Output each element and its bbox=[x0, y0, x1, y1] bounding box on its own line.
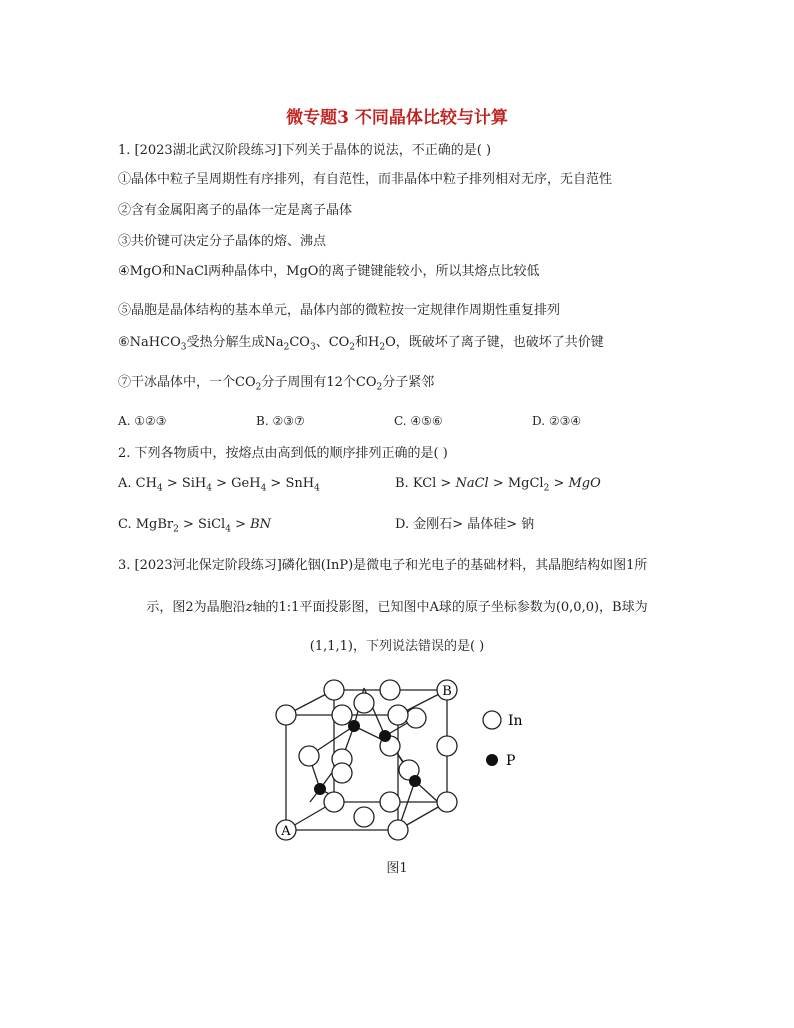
q3-stem-line-2: 示，图2为晶胞沿z轴的1:1平面投影图，已知图中A球的原子坐标参数为(0,0,0)，B球为 bbox=[146, 600, 648, 615]
atom-label-a: A bbox=[281, 824, 291, 839]
q2-stem: 2. 下列各物质中，按熔点由高到低的顺序排列正确的是( ) bbox=[118, 446, 448, 461]
unit-cell-figure bbox=[260, 670, 550, 850]
q1-option-b[interactable]: B. ②③⑦ bbox=[256, 414, 305, 428]
q2-option-c[interactable]: C. MgBr$_2$ > SiCl$_4$ > BN bbox=[118, 517, 272, 535]
page-title: 微专题3 不同晶体比较与计算 bbox=[286, 108, 508, 128]
q2-option-d[interactable]: D. 金刚石> 晶体硅> 钠 bbox=[395, 517, 535, 532]
legend-in-label: In bbox=[508, 713, 523, 729]
legend-in-icon bbox=[483, 711, 501, 729]
q1-statement-3: ③共价键可决定分子晶体的熔、沸点 bbox=[118, 234, 327, 249]
q1-option-a[interactable]: A. ①②③ bbox=[118, 414, 167, 428]
q1-statement-7: ⑦干冰晶体中，一个$CO_2$分子周围有12个$CO_2$分子紧邻 bbox=[118, 375, 435, 393]
q2-option-a[interactable]: A. $CH_4 > SiH_4 > GeH_4 > SnH_4$ bbox=[118, 476, 320, 494]
q1-option-d[interactable]: D. ②③④ bbox=[532, 414, 582, 428]
legend-p-label: P bbox=[506, 753, 516, 769]
q3-stem-line-1: 3. [2023河北保定阶段练习]磷化铟(InP)是微电子和光电子的基础材料，其晶胞结构如图1所 bbox=[118, 558, 648, 573]
q1-statement-5: ⑤晶胞是晶体结构的基本单元，晶体内部的微粒按一定规律作周期性重复排列 bbox=[118, 303, 561, 318]
q2-option-b[interactable]: B. KCl > NaCl > MgCl$_2$ > MgO bbox=[395, 476, 601, 494]
q3-stem-line-3: (1,1,1)，下列说法错误的是( ) bbox=[309, 639, 485, 654]
figure-caption: 图1 bbox=[386, 861, 408, 876]
q1-statement-4: ④MgO和NaCl两种晶体中，MgO的离子键键能较小，所以其熔点比较低 bbox=[118, 264, 540, 279]
q1-stem: 1. [2023湖北武汉阶段练习]下列关于晶体的说法，不正确的是( ) bbox=[118, 143, 492, 158]
atom-label-b: B bbox=[442, 684, 452, 699]
q1-statement-2: ②含有金属阳离子的晶体一定是离子晶体 bbox=[118, 203, 353, 218]
q1-statement-6: ⑥NaHCO$_3$受热分解生成$Na_2CO_3$、$CO_2$和$H_2O$，既破坏了离子键，也破坏了共价键 bbox=[118, 335, 604, 353]
legend-p-icon bbox=[486, 754, 498, 766]
q1-option-c[interactable]: C. ④⑤⑥ bbox=[394, 414, 443, 428]
q1-statement-1: ①晶体中粒子呈周期性有序排列，有自范性，而非晶体中粒子排列相对无序，无自范性 bbox=[118, 172, 613, 187]
